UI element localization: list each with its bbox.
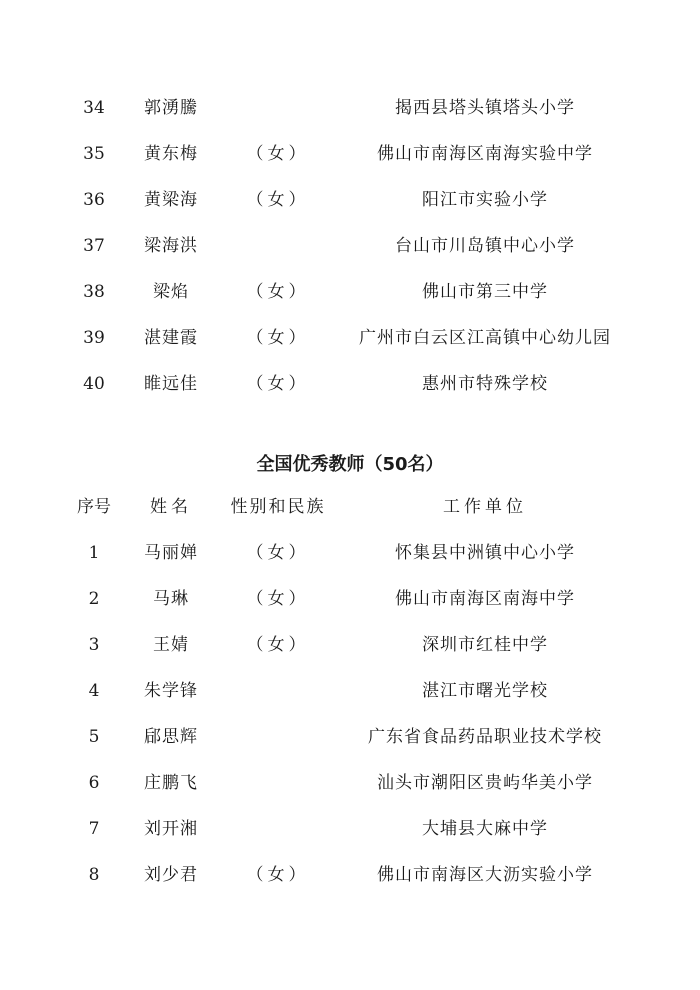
row-gender: （女） xyxy=(246,282,310,302)
row-gender: （女） xyxy=(246,865,310,885)
row-number: 40 xyxy=(83,374,105,394)
row-number: 8 xyxy=(88,865,100,885)
row-work-unit: 佛山市第三中学 xyxy=(422,282,548,302)
row-gender: （女） xyxy=(246,144,310,164)
row-name: 郈思辉 xyxy=(144,727,198,747)
table-row xyxy=(0,722,700,752)
table-row xyxy=(0,369,700,399)
row-name: 郭湧騰 xyxy=(144,98,198,118)
row-work-unit: 湛江市曙光学校 xyxy=(422,681,548,701)
table-row xyxy=(0,185,700,215)
row-gender: （女） xyxy=(246,190,310,210)
table-header xyxy=(0,492,700,522)
row-number: 34 xyxy=(83,98,105,118)
row-number: 37 xyxy=(83,236,105,256)
row-work-unit: 佛山市南海区南海中学 xyxy=(395,589,575,609)
row-number: 2 xyxy=(88,589,100,609)
table-row xyxy=(0,538,700,568)
row-work-unit: 怀集县中洲镇中心小学 xyxy=(395,543,575,563)
row-name: 朱学锋 xyxy=(144,681,198,701)
table-row xyxy=(0,630,700,660)
table-row xyxy=(0,323,700,353)
table-row xyxy=(0,584,700,614)
row-number: 5 xyxy=(88,727,100,747)
table-row xyxy=(0,860,700,890)
row-name: 刘开湘 xyxy=(144,819,198,839)
row-work-unit: 深圳市红桂中学 xyxy=(422,635,548,655)
row-name: 湛建霞 xyxy=(144,328,198,348)
table-row xyxy=(0,139,700,169)
table-row xyxy=(0,814,700,844)
table-row xyxy=(0,231,700,261)
header-work-unit: 工作单位 xyxy=(443,497,527,517)
row-work-unit: 汕头市潮阳区贵屿华美小学 xyxy=(377,773,593,793)
row-number: 38 xyxy=(83,282,105,302)
row-number: 1 xyxy=(88,543,100,563)
row-gender: （女） xyxy=(246,635,310,655)
row-name: 庄鹏飞 xyxy=(144,773,198,793)
row-number: 35 xyxy=(83,144,105,164)
row-number: 4 xyxy=(88,681,100,701)
table-row xyxy=(0,676,700,706)
row-work-unit: 大埔县大麻中学 xyxy=(422,819,548,839)
row-work-unit: 台山市川岛镇中心小学 xyxy=(395,236,575,256)
header-number: 序号 xyxy=(77,497,111,517)
row-name: 马丽婵 xyxy=(144,543,198,563)
row-name: 睢远佳 xyxy=(144,374,198,394)
row-work-unit: 阳江市实验小学 xyxy=(422,190,548,210)
row-work-unit: 佛山市南海区南海实验中学 xyxy=(377,144,593,164)
row-name: 黄梁海 xyxy=(144,190,198,210)
row-work-unit: 广州市白云区江高镇中心幼儿园 xyxy=(359,328,611,348)
row-work-unit: 广东省食品药品职业技术学校 xyxy=(368,727,602,747)
row-name: 刘少君 xyxy=(144,865,198,885)
table-row xyxy=(0,768,700,798)
row-number: 3 xyxy=(88,635,100,655)
row-gender: （女） xyxy=(246,374,310,394)
header-gender-ethnicity: 性别和民族 xyxy=(230,497,326,517)
row-work-unit: 惠州市特殊学校 xyxy=(422,374,548,394)
row-gender: （女） xyxy=(246,543,310,563)
row-gender: （女） xyxy=(246,589,310,609)
row-work-unit: 揭西县塔头镇塔头小学 xyxy=(395,98,575,118)
row-gender: （女） xyxy=(246,328,310,348)
row-work-unit: 佛山市南海区大沥实验小学 xyxy=(377,865,593,885)
row-name: 梁焰 xyxy=(153,282,189,302)
row-number: 39 xyxy=(83,328,105,348)
row-number: 6 xyxy=(88,773,100,793)
row-name: 王婧 xyxy=(153,635,189,655)
row-name: 梁海洪 xyxy=(144,236,198,256)
row-name: 马琳 xyxy=(153,589,189,609)
row-number: 36 xyxy=(83,190,105,210)
table-row xyxy=(0,277,700,307)
section-title: 全国优秀教师（50名） xyxy=(256,454,444,475)
row-number: 7 xyxy=(88,819,100,839)
header-name: 姓名 xyxy=(150,497,192,517)
row-name: 黄东梅 xyxy=(144,144,198,164)
table-row xyxy=(0,93,700,123)
